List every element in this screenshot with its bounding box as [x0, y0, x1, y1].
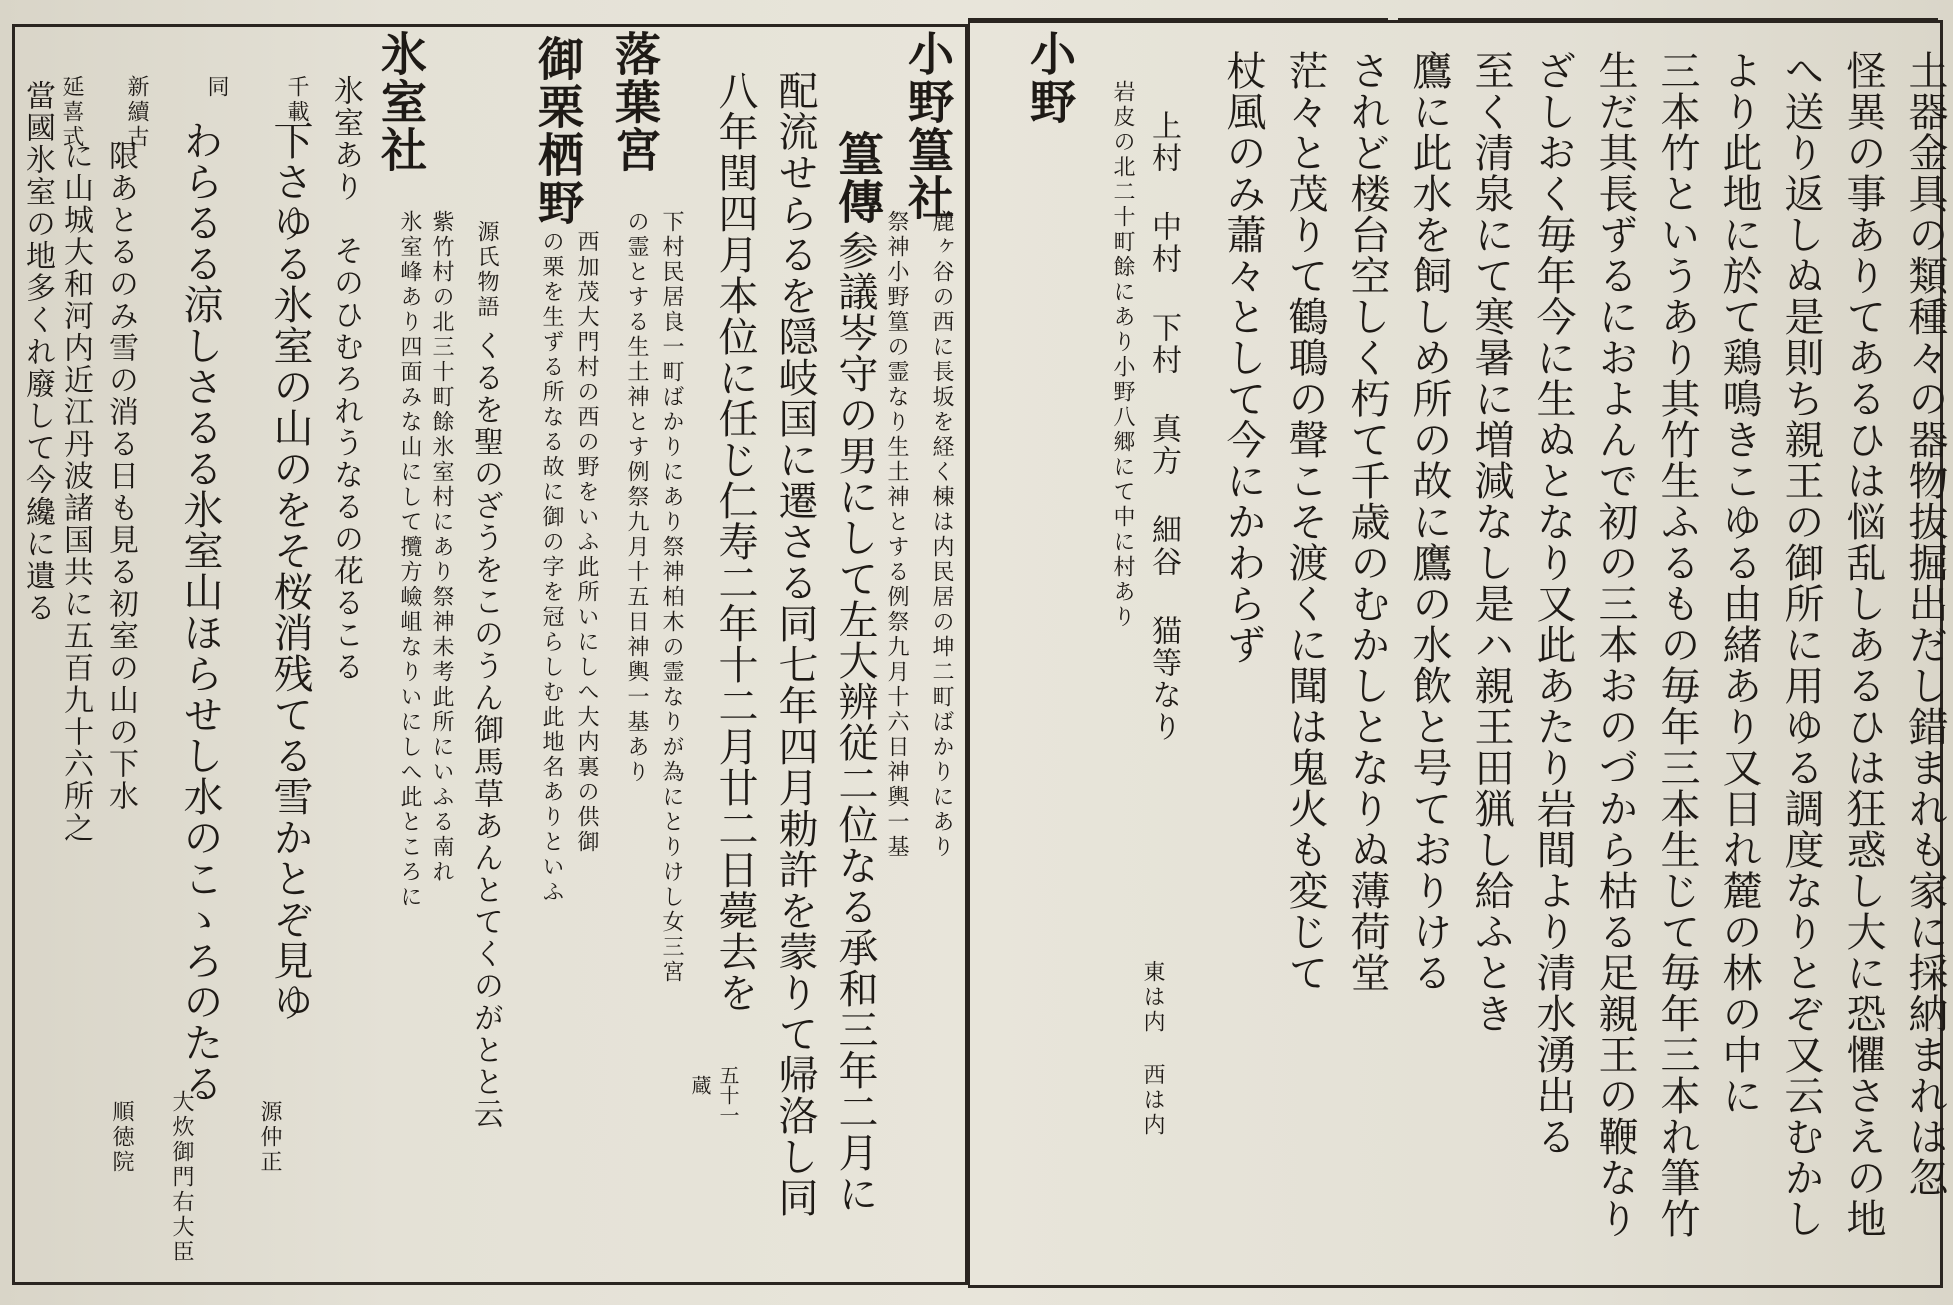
poem-author: 源仲正	[257, 1100, 282, 1175]
poem-text: わらるる涼しさるる氷室山ほらせし水のこゝろのたる	[177, 120, 223, 1104]
text-column: 至く清泉にて寒暑に増減なし是ハ親王田猟し給ふとき	[1468, 50, 1514, 1034]
entry-body: 下村民居良一町ばかりにあり祭神柏木の霊なりが為にとりけし女三宮	[659, 210, 684, 985]
entry-note: 氷室峰あり四面みな山にして攬方嶮岨なりいにしへ此ところに	[397, 210, 422, 910]
entry-body: 西加茂大門村の西の野をいふ此所いにしへ大内裏の供御	[574, 230, 599, 855]
entry-heading: 御栗栖野	[531, 35, 585, 227]
entry-body: くるを聖のざうをこのうん御馬草あんとてくのがとと云	[468, 330, 503, 1130]
poem-source: 同	[204, 75, 229, 100]
entry-note: 祭神小野篁の霊なり生土神とする例祭九月十六日神輿一基	[884, 210, 909, 860]
entry-body: 紫竹村の北三十町餘氷室村にあり祭神未考此所にいふる南れ	[429, 210, 454, 885]
entry-note: の霊とする生土神とす例祭九月十五日神輿一基あり	[624, 210, 649, 785]
text-column: 生だ其長ずるにおよんで初の三本おのづから枯る足親王の鞭なり	[1592, 50, 1638, 1239]
entry-heading: 小野篁社	[901, 30, 955, 222]
top-rule	[968, 18, 1388, 21]
text-column: 杖風のみ蕭々として今にかわらず	[1220, 50, 1266, 665]
entry-heading: 氷室社	[374, 30, 428, 174]
entry-body: 参議岑守の男にして左大辨従二位なる承和三年二月に	[832, 230, 878, 1214]
poem-source: 新續古	[124, 75, 149, 150]
poem-text: 下さゆる氷室の山のをそ桜消残てる雪かとぞ見ゆ	[267, 120, 313, 1022]
right-page	[968, 0, 1953, 1305]
text-column: されど楼台空しく朽て千歳のむかしとなりぬ薄荷堂	[1344, 50, 1390, 993]
entry-body: 當國氷室の地多くれ廢して今纔に遺る	[20, 80, 55, 624]
directions-note: 東は内 西は内	[1140, 960, 1165, 1138]
entry-heading: 篁傳	[831, 130, 885, 226]
entry-note: の栗を生ずる所なる故に御の字を冠らしむ此地名ありといふ	[539, 230, 564, 905]
entry-body: 配流せらるを隠岐国に遷さる同七年四月勅許を蒙りて帰洛し同	[772, 70, 818, 1218]
text-column: 鷹に此水を飼しめ所の故に鷹の水飲と号ておりける	[1406, 50, 1452, 993]
text-column: 怪異の事ありてあるひは悩乱しあるひは狂惑し大に恐懼さえの地	[1840, 50, 1886, 1239]
poem-author: 順徳院	[109, 1100, 134, 1175]
location-line: 岩皮の北二十町餘にあり小野八郷にて中に村あり	[1110, 80, 1135, 630]
entry-body: 氷室あり そのひむろれうなるの花るこる	[328, 75, 363, 683]
citation-source: 源氏物語	[474, 220, 499, 320]
text-column: へ送り返しぬ是則ち親王の御所に用ゆる調度なりとぞ又云むかし	[1778, 50, 1824, 1239]
entry-body: に山城大和河内近江丹波諸国共に五百九十六所之	[58, 140, 93, 844]
text-column: 茫々と茂りて鶴鵈の聲こそ渡くに聞は鬼火も変じて	[1282, 50, 1328, 993]
entry-body: 八年閏四月本位に任じ仁寿二年十二月廿二日薨去を	[712, 70, 758, 1013]
entry-heading: 落葉宮	[608, 30, 662, 174]
folio-label: 蔵	[688, 1075, 712, 1095]
text-column: ざしおく毎年今に生ぬとなり又此あたり岩間より清水湧出る	[1530, 50, 1576, 1157]
poem-text: 限あとるのみ雪の消る日も見る初室の山の下水	[103, 140, 138, 812]
entry-body: 鹿ヶ谷の西に長坂を経く棟は内民居の坤二町ばかりにあり	[929, 210, 954, 860]
section-heading: 小野	[1023, 30, 1077, 126]
poem-author: 大炊御門右大臣	[169, 1090, 194, 1265]
poem-source: 延喜式	[59, 75, 84, 150]
poem-source: 千載	[284, 75, 309, 125]
top-rule	[1398, 18, 1938, 21]
left-page	[0, 0, 968, 1305]
text-column: 三本竹というあり其竹生ふるもの毎年三本生じて毎年三本れ筆竹	[1654, 50, 1700, 1239]
folio-number: 五十一	[716, 1065, 740, 1125]
text-column: 土器金具の類種々の器物抜掘出だし錯まれも家に採納まれは忽	[1902, 50, 1948, 1198]
text-column: より此地に於て鶏鳴きこゆる由緒あり又日れ麓の林の中に	[1716, 50, 1762, 1116]
village-list: 上村 中村 下村 真方 細谷 猫等なり	[1146, 110, 1181, 743]
